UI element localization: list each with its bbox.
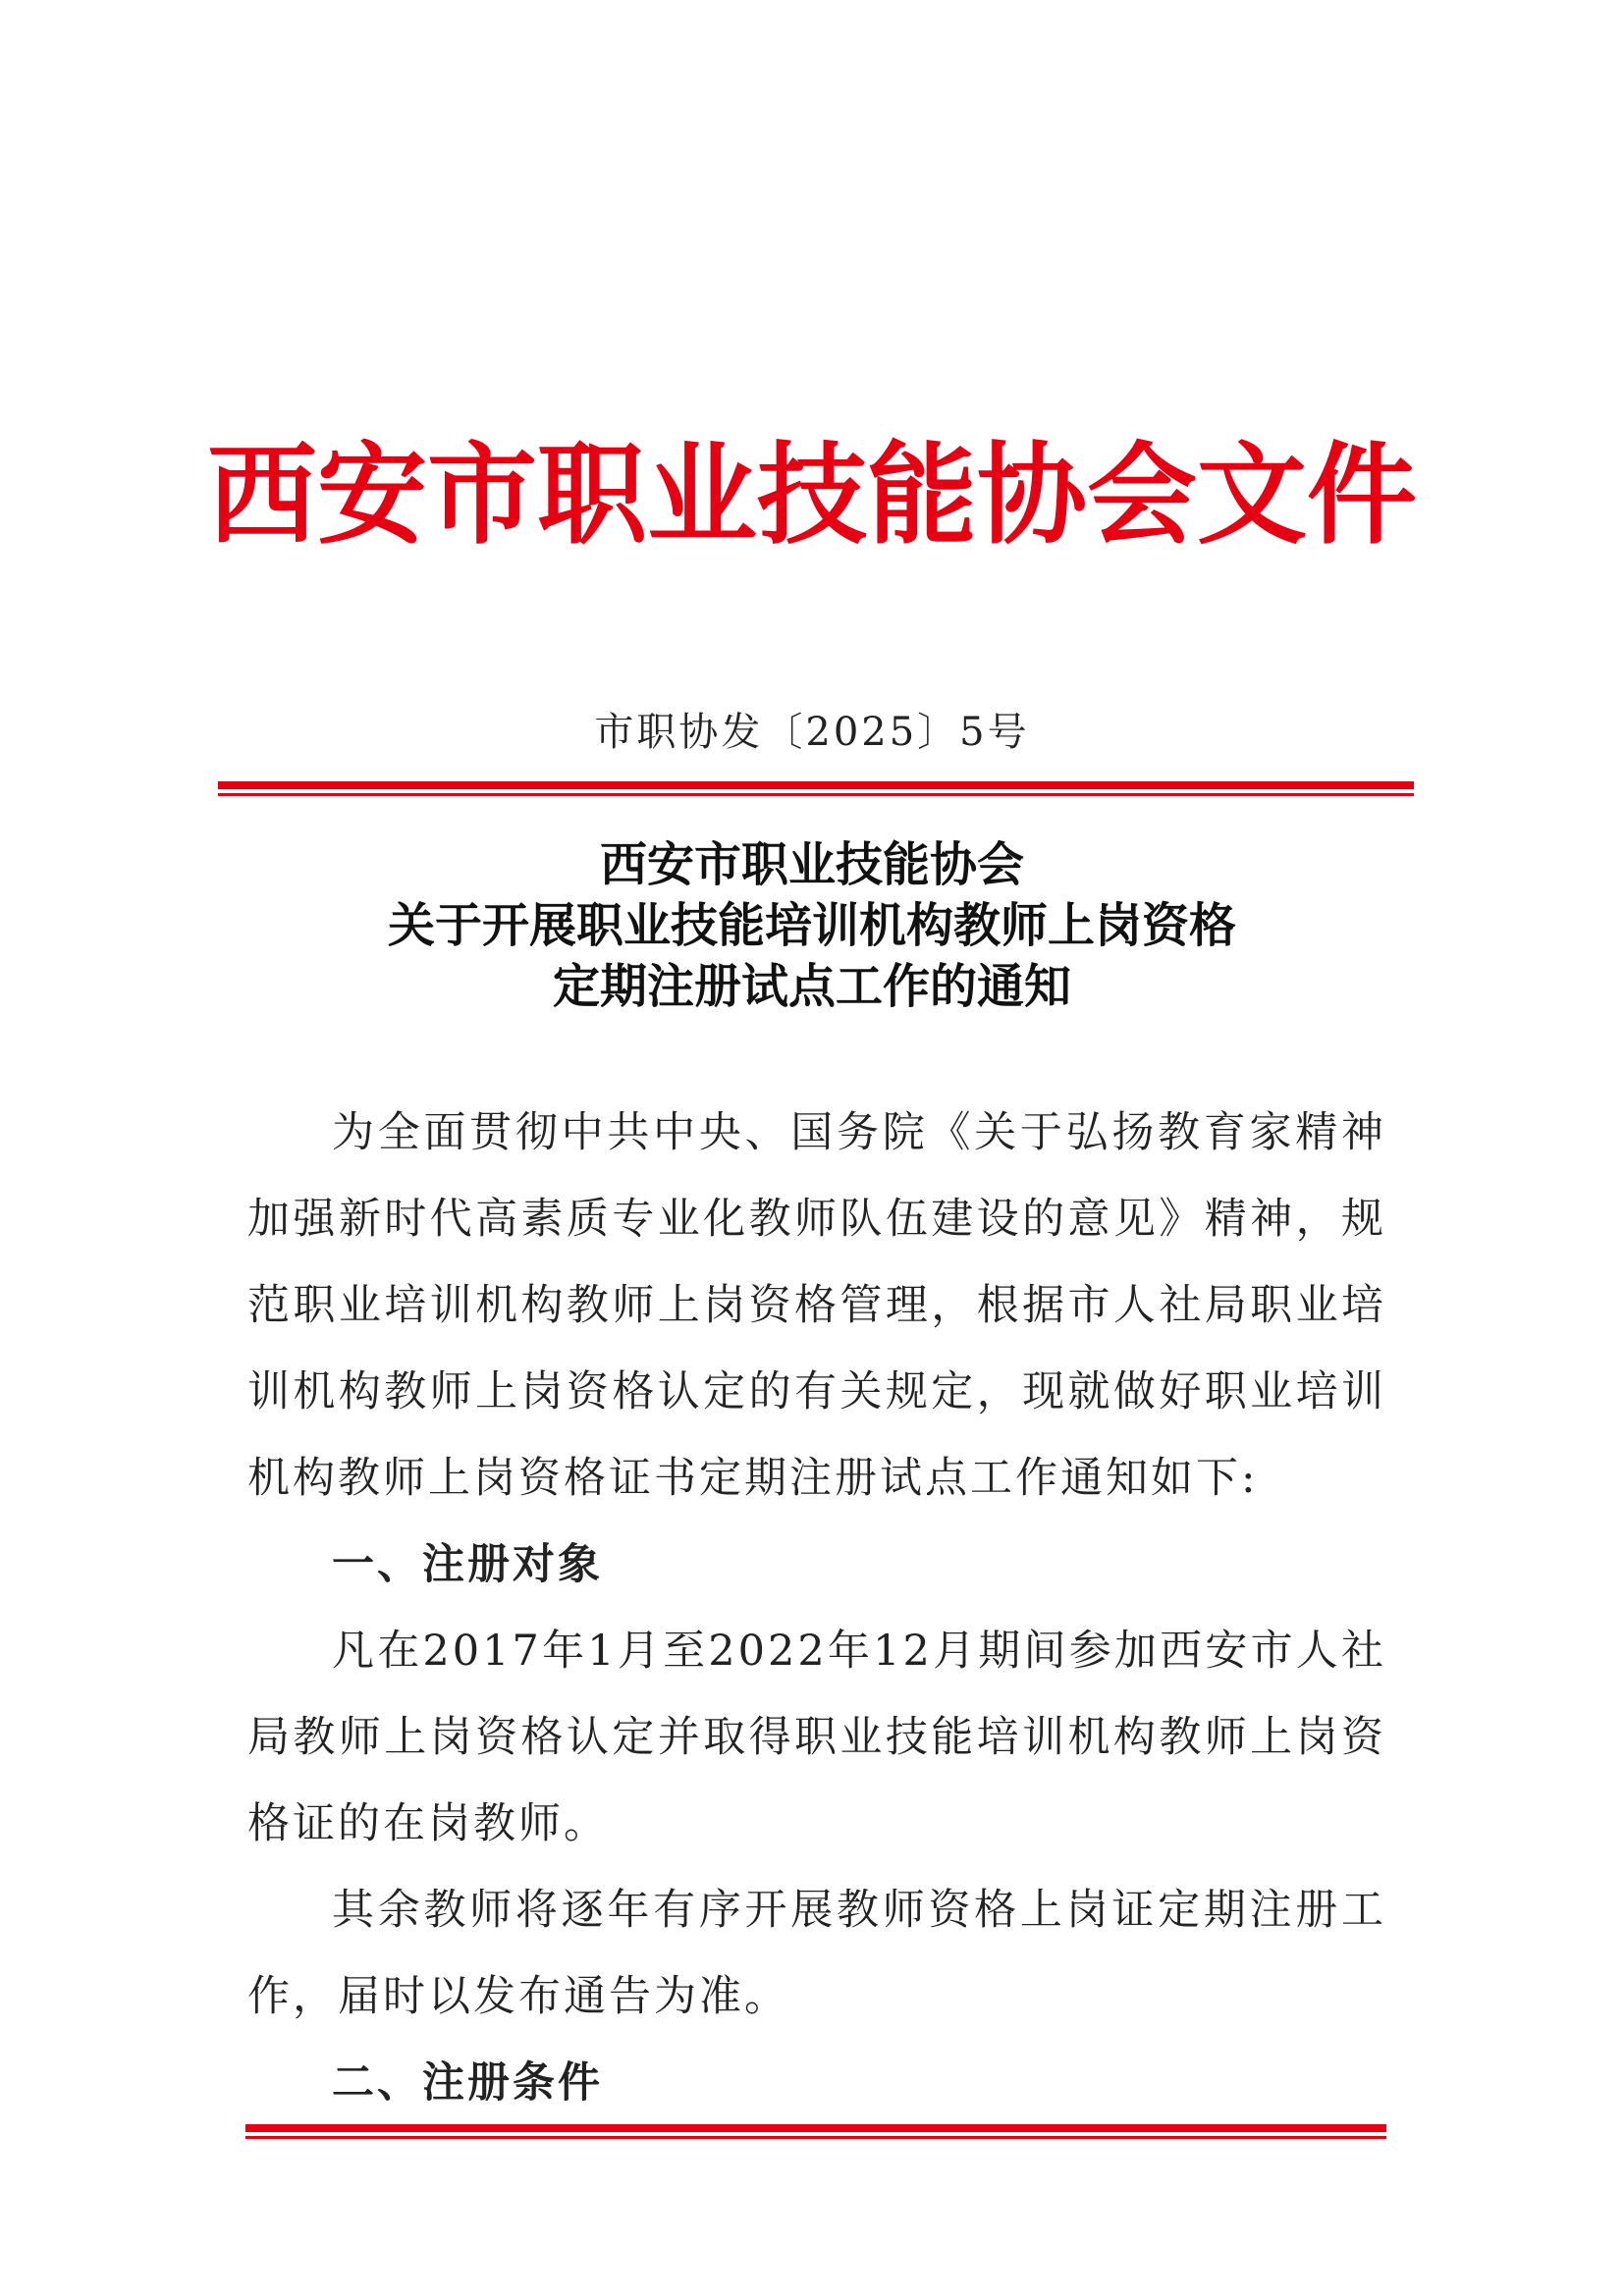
document-number: 市职协发〔2025〕5号 — [594, 710, 1030, 755]
header-divider-thin — [218, 793, 1414, 796]
title-line-2: 关于开展职业技能培训机构教师上岗资格 — [387, 898, 1236, 953]
title-line-1: 西安市职业技能协会 — [599, 837, 1024, 892]
section-1-paragraph-1: 凡在2017年1月至2022年12月期间参加西安市人社局教师上岗资格认定并取得职业技能培训机构教师上岗资格证的在岗教师。 — [247, 1627, 1386, 1848]
footer-divider-thick — [245, 2124, 1386, 2132]
intro-paragraph: 为全面贯彻中共中央、国务院《关于弘扬教育家精神加强新时代高素质专业化教师队伍建设的意见》精神，规范职业培训机构教师上岗资格管理，根据市人社局职业培训机构教师上岗资格认定的有关规定，现就做好职业培训机构教师上岗资格证书定期注册试点工作通知如下: — [247, 1108, 1386, 1503]
section-1-heading: 一、注册对象 — [332, 1540, 603, 1589]
notice-title — [0, 834, 1624, 1017]
header-divider-thick — [218, 781, 1414, 789]
document-masthead: 西安市职业技能协会文件 — [207, 432, 1417, 560]
title-line-3: 定期注册试点工作的通知 — [552, 959, 1071, 1014]
section-1-paragraph-2: 其余教师将逐年有序开展教师资格上岗证定期注册工作，届时以发布通告为准。 — [247, 1886, 1386, 2021]
notice-body — [247, 1090, 1386, 2126]
section-2-heading: 二、注册条件 — [332, 2058, 603, 2108]
footer-divider-thin — [245, 2136, 1386, 2139]
